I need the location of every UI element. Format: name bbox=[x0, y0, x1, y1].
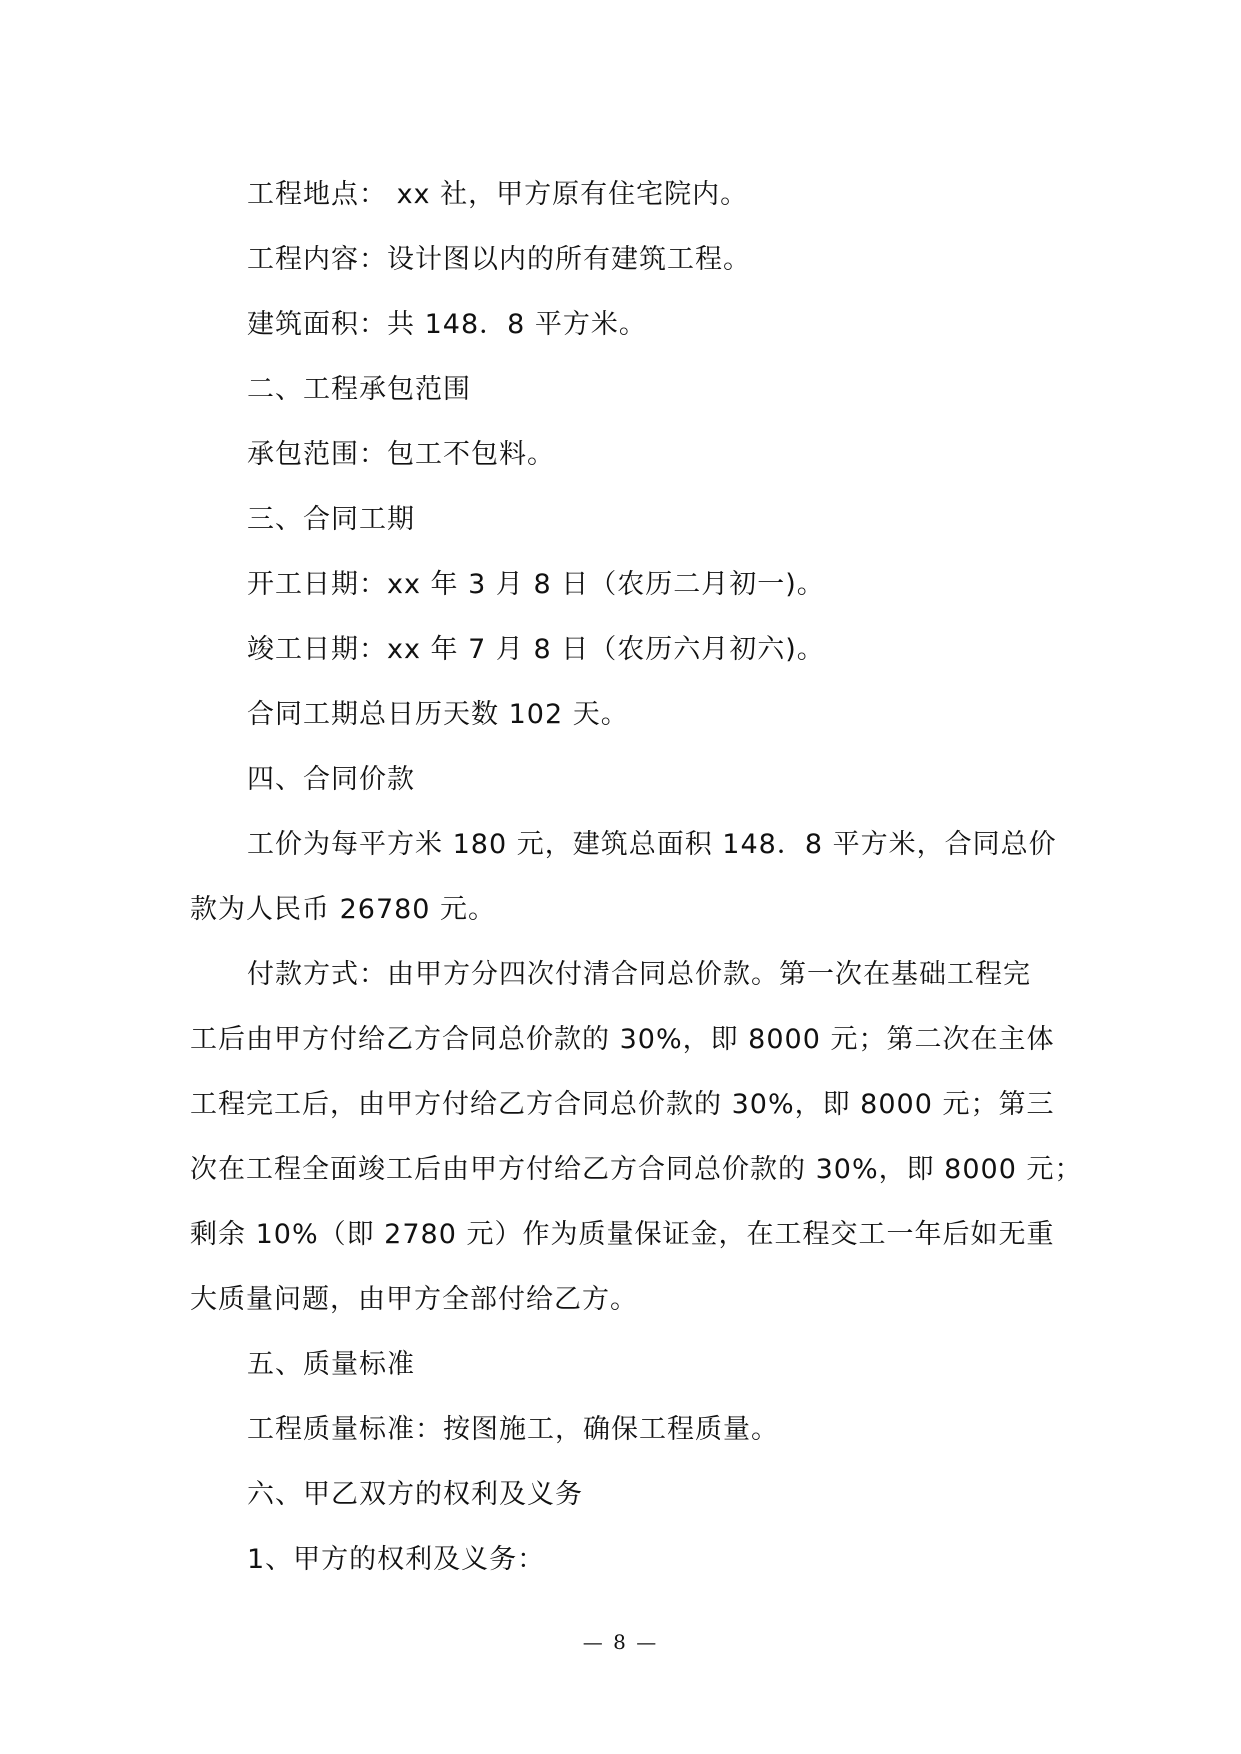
section-heading-duration: 三、合同工期 bbox=[247, 504, 415, 535]
payment-line-4: 次在工程全面竣工后由甲方付给乙方合同总价款的 30%，即 8000 元； bbox=[190, 1154, 1083, 1185]
price-line-2: 款为人民币 26780 元。 bbox=[190, 894, 497, 925]
party-a-rights-heading: 1、甲方的权利及义务： bbox=[247, 1544, 546, 1575]
payment-line-3: 工程完工后，由甲方付给乙方合同总价款的 30%，即 8000 元；第三 bbox=[190, 1089, 1055, 1120]
completion-date: 竣工日期：xx 年 7 月 8 日（农历六月初六)。 bbox=[247, 634, 825, 665]
payment-line-2: 工后由甲方付给乙方合同总价款的 30%，即 8000 元；第二次在主体 bbox=[190, 1024, 1055, 1055]
section-heading-quality: 五、质量标准 bbox=[247, 1349, 415, 1380]
page-number: — 8 — bbox=[582, 1630, 659, 1654]
project-location: 工程地点： xx 社，甲方原有住宅院内。 bbox=[247, 179, 749, 210]
price-line-1: 工价为每平方米 180 元，建筑总面积 148．8 平方米，合同总价 bbox=[247, 829, 1057, 860]
building-area: 建筑面积：共 148．8 平方米。 bbox=[247, 309, 647, 340]
document-body bbox=[190, 162, 1083, 1592]
project-content: 工程内容：设计图以内的所有建筑工程。 bbox=[247, 244, 751, 275]
payment-paragraph bbox=[190, 942, 1083, 1332]
start-date: 开工日期：xx 年 3 月 8 日（农历二月初一)。 bbox=[247, 569, 825, 600]
payment-line-1: 付款方式：由甲方分四次付清合同总价款。第一次在基础工程完 bbox=[247, 959, 1031, 990]
payment-line-6: 大质量问题，由甲方全部付给乙方。 bbox=[190, 1284, 638, 1315]
section-heading-scope: 二、工程承包范围 bbox=[247, 374, 471, 405]
quality-standard: 工程质量标准：按图施工，确保工程质量。 bbox=[247, 1414, 779, 1445]
payment-line-5: 剩余 10%（即 2780 元）作为质量保证金，在工程交工一年后如无重 bbox=[190, 1219, 1055, 1250]
price-paragraph bbox=[190, 812, 1060, 942]
contract-scope: 承包范围：包工不包料。 bbox=[247, 439, 555, 470]
section-heading-rights: 六、甲乙双方的权利及义务 bbox=[247, 1479, 583, 1510]
section-heading-price: 四、合同价款 bbox=[247, 764, 415, 795]
total-days: 合同工期总日历天数 102 天。 bbox=[247, 699, 629, 730]
